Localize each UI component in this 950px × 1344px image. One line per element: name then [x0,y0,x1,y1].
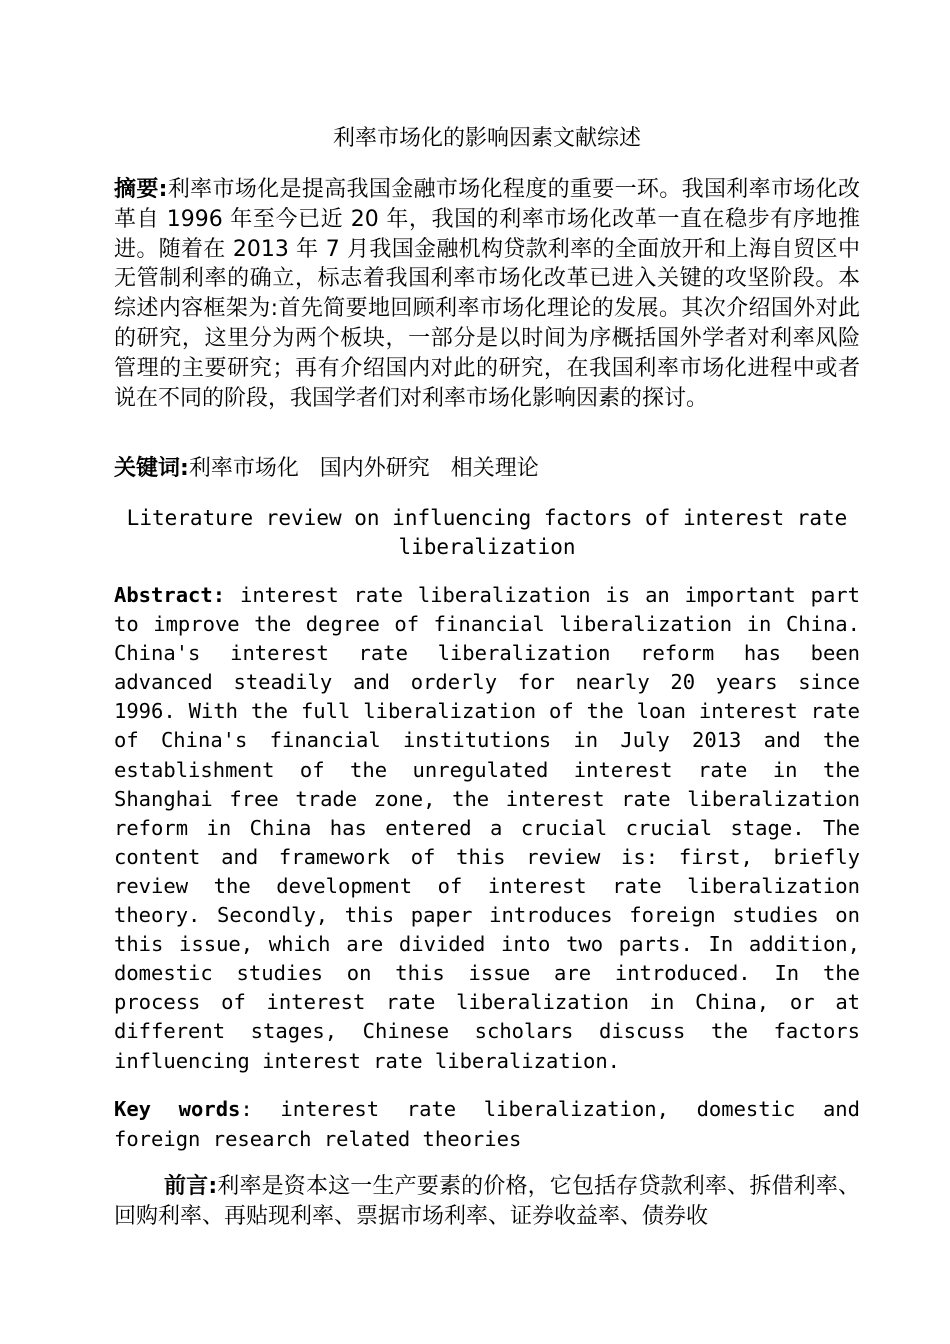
english-abstract [114,581,860,1076]
preface-paragraph [114,1172,860,1232]
chinese-abstract-label: 摘要: [114,177,168,202]
english-title: Literature review on influencing factors of interest rate liberalization [126,506,848,559]
chinese-keywords [114,454,860,484]
english-keywords [114,1095,860,1154]
chinese-abstract-text: 利率市场化是提高我国金融市场化程度的重要一环。我国利率市场化改革自 1996 年至今已近 20 年，我国的利率市场化改革一直在稳步有序地推进。随着在 2013 年 7 月我国金融机构贷款利率的全面放开和上海自贸区中无管制利率的确立，标志着我国利率市场化改革已进入关键的攻坚阶段。本综述内容框架为:首先简要地回顾利率市场化理论的发展。其次介绍国外对此的研究，这里分为两个板块，一部分是以时间为序概括国外学者对利率风险管理的主要研究；再有介绍国内对此的研究，在我国利率市场化进程中或者说在不同的阶段，我国学者们对利率市场化影响因素的探讨。 [114,177,860,411]
chinese-abstract [114,175,860,413]
preface-text: 利率是资本这一生产要素的价格，它包括存贷款利率、拆借利率、回购利率、再贴现利率、票据市场利率、证券收益率、债券收 [114,1174,860,1229]
chinese-keywords-label: 关键词: [114,456,189,481]
preface-label: 前言: [164,1174,218,1199]
chinese-title: 利率市场化的影响因素文献综述 [332,126,641,151]
english-keywords-text: : interest rate liberalization, domestic and foreign research related theories [114,1097,860,1151]
english-abstract-text: interest rate liberalization is an important part to improve the degree of financial liberalization in China. China's interest rate liberalization reform has been advanced steadily and orderly for nearly 20 years since 1996. With the full liberalization of the loan interest rate of China's financial institutions in July 2013 and the establishment of the unregulated interest rate in the Shanghai free trade zone, the interest rate liberalization reform in China has entered a crucial crucial stage. The content and framework of this review is: first, briefly review the development of interest rate liberalization theory. Secondly, this paper introduces foreign studies on this issue, which are divided into two parts. In addition, domestic studies on this issue are introduced. In the process of interest rate liberalization in China, or at different stages, Chinese scholars discuss the factors influencing interest rate liberalization. [114,583,860,1073]
english-keywords-label: Key words [114,1097,241,1121]
chinese-keywords-text: 利率市场化 国内外研究 相关理论 [188,456,539,481]
english-abstract-label: Abstract: [114,583,226,607]
